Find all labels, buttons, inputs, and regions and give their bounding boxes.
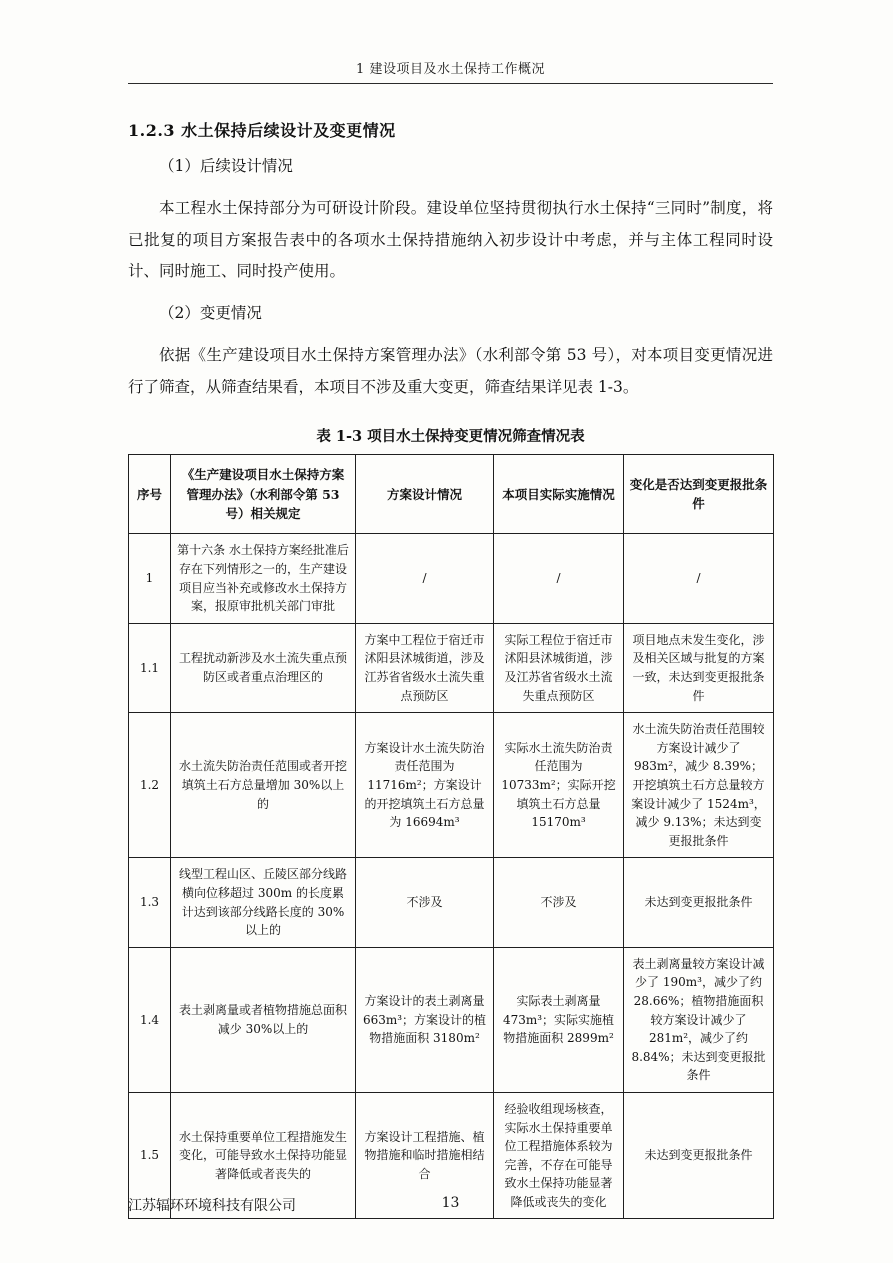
cell-plan: / <box>356 534 494 623</box>
cell-no: 1.5 <box>129 1092 171 1219</box>
section-title: 1.2.3 水土保持后续设计及变更情况 <box>128 121 396 140</box>
cell-rule: 工程扰动新涉及水土流失重点预防区或者重点治理区的 <box>171 623 356 712</box>
table-header-cell-rule: 《生产建设项目水土保持方案管理办法》（水利部令第 53 号）相关规定 <box>171 455 356 534</box>
footer-page-number: 13 <box>441 1195 460 1211</box>
table-header-cell-plan: 方案设计情况 <box>356 455 494 534</box>
cell-change: 未达到变更报批条件 <box>624 858 774 947</box>
cell-rule: 第十六条 水土保持方案经批准后存在下列情形之一的，生产建设项目应当补充或修改水土保持方案，报原审批机关部门审批 <box>171 534 356 623</box>
cell-actual: / <box>494 534 624 623</box>
subsection-2-paragraph: 依据《生产建设项目水土保持方案管理办法》（水利部令第 53 号），对本项目变更情况进行了筛查，从筛查结果看，本项目不涉及重大变更，筛查结果详见表 1-3。 <box>128 345 773 396</box>
cell-actual: 实际水土流失防治责任范围为 10733m²；实际开挖填筑土石方总量 15170m³ <box>494 713 624 858</box>
header-rule <box>128 83 773 84</box>
cell-change: 未达到变更报批条件 <box>624 1092 774 1219</box>
page-footer <box>128 1195 773 1215</box>
table-header-cell-change: 变化是否达到变更报批条件 <box>624 455 774 534</box>
footer-company: 江苏辐环环境科技有限公司 <box>128 1198 296 1214</box>
cell-no: 1.4 <box>129 947 171 1092</box>
cell-plan: 方案设计水土流失防治责任范围为 11716m²；方案设计的开挖填筑土石方总量为 16694m³ <box>356 713 494 858</box>
cell-actual: 实际表土剥离量 473m³；实际实施植物措施面积 2899m² <box>494 947 624 1092</box>
cell-plan: 不涉及 <box>356 858 494 947</box>
running-head: 1 建设项目及水土保持工作概况 <box>356 62 545 77</box>
cell-plan: 方案设计的表土剥离量 663m³；方案设计的植物措施面积 3180m² <box>356 947 494 1092</box>
cell-actual: 不涉及 <box>494 858 624 947</box>
cell-actual: 实际工程位于宿迁市沭阳县沭城街道，涉及江苏省省级水土流失重点预防区 <box>494 623 624 712</box>
table-header <box>129 455 774 534</box>
subsection-1-title: （1）后续设计情况 <box>159 157 293 175</box>
table-row <box>129 858 774 947</box>
cell-rule: 表土剥离量或者植物措施总面积减少 30%以上的 <box>171 947 356 1092</box>
table-row <box>129 947 774 1092</box>
cell-no: 1.2 <box>129 713 171 858</box>
cell-plan: 方案设计工程措施、植物措施和临时措施相结合 <box>356 1092 494 1219</box>
page-content <box>128 0 773 1219</box>
cell-change: 水土流失防治责任范围较方案设计减少了 983m²，减少 8.39%；开挖填筑土石方总量较方案设计减少了 1524m³，减少 9.13%；未达到变更报批条件 <box>624 713 774 858</box>
subsection-1-paragraph: 本工程水土保持部分为可研设计阶段。建设单位坚持贯彻执行水土保持“三同时”制度，将已批复的项目方案报告表中的各项水土保持措施纳入初步设计中考虑，并与主体工程同时设计、同时施工、同时投产使用。 <box>128 198 773 281</box>
subsection-2-title: （2）变更情况 <box>159 304 262 323</box>
cell-change: 项目地点未发生变化，涉及相关区域与批复的方案一致，未达到变更报批条件 <box>624 623 774 712</box>
cell-actual: 经验收组现场核查，实际水土保持重要单位工程措施体系较为完善，不存在可能导致水土保持功能显著降低或丧失的变化 <box>494 1092 624 1219</box>
table-header-cell-no: 序号 <box>129 455 171 534</box>
cell-change: / <box>624 534 774 623</box>
cell-no: 1 <box>129 534 171 623</box>
table-row <box>129 713 774 858</box>
screening-table <box>128 454 774 1219</box>
table-header-row <box>129 455 774 534</box>
cell-plan: 方案中工程位于宿迁市沭阳县沭城街道，涉及江苏省省级水土流失重点预防区 <box>356 623 494 712</box>
cell-rule: 线型工程山区、丘陵区部分线路横向位移超过 300m 的长度累计达到该部分线路长度的 30%以上的 <box>171 858 356 947</box>
table-header-cell-actual: 本项目实际实施情况 <box>494 455 624 534</box>
cell-no: 1.1 <box>129 623 171 712</box>
cell-rule: 水土保持重要单位工程措施发生变化，可能导致水土保持功能显著降低或者丧失的 <box>171 1092 356 1219</box>
table-row <box>129 623 774 712</box>
table-body <box>129 534 774 1219</box>
cell-rule: 水土流失防治责任范围或者开挖填筑土石方总量增加 30%以上的 <box>171 713 356 858</box>
table-row <box>129 534 774 623</box>
table-caption: 表 1-3 项目水土保持变更情况筛查情况表 <box>316 428 585 446</box>
cell-no: 1.3 <box>129 858 171 947</box>
cell-change: 表土剥离量较方案设计减少了 190m³，减少了约 28.66%；植物措施面积较方案设计减少了 281m²，减少了约 8.84%；未达到变更报批条件 <box>624 947 774 1092</box>
